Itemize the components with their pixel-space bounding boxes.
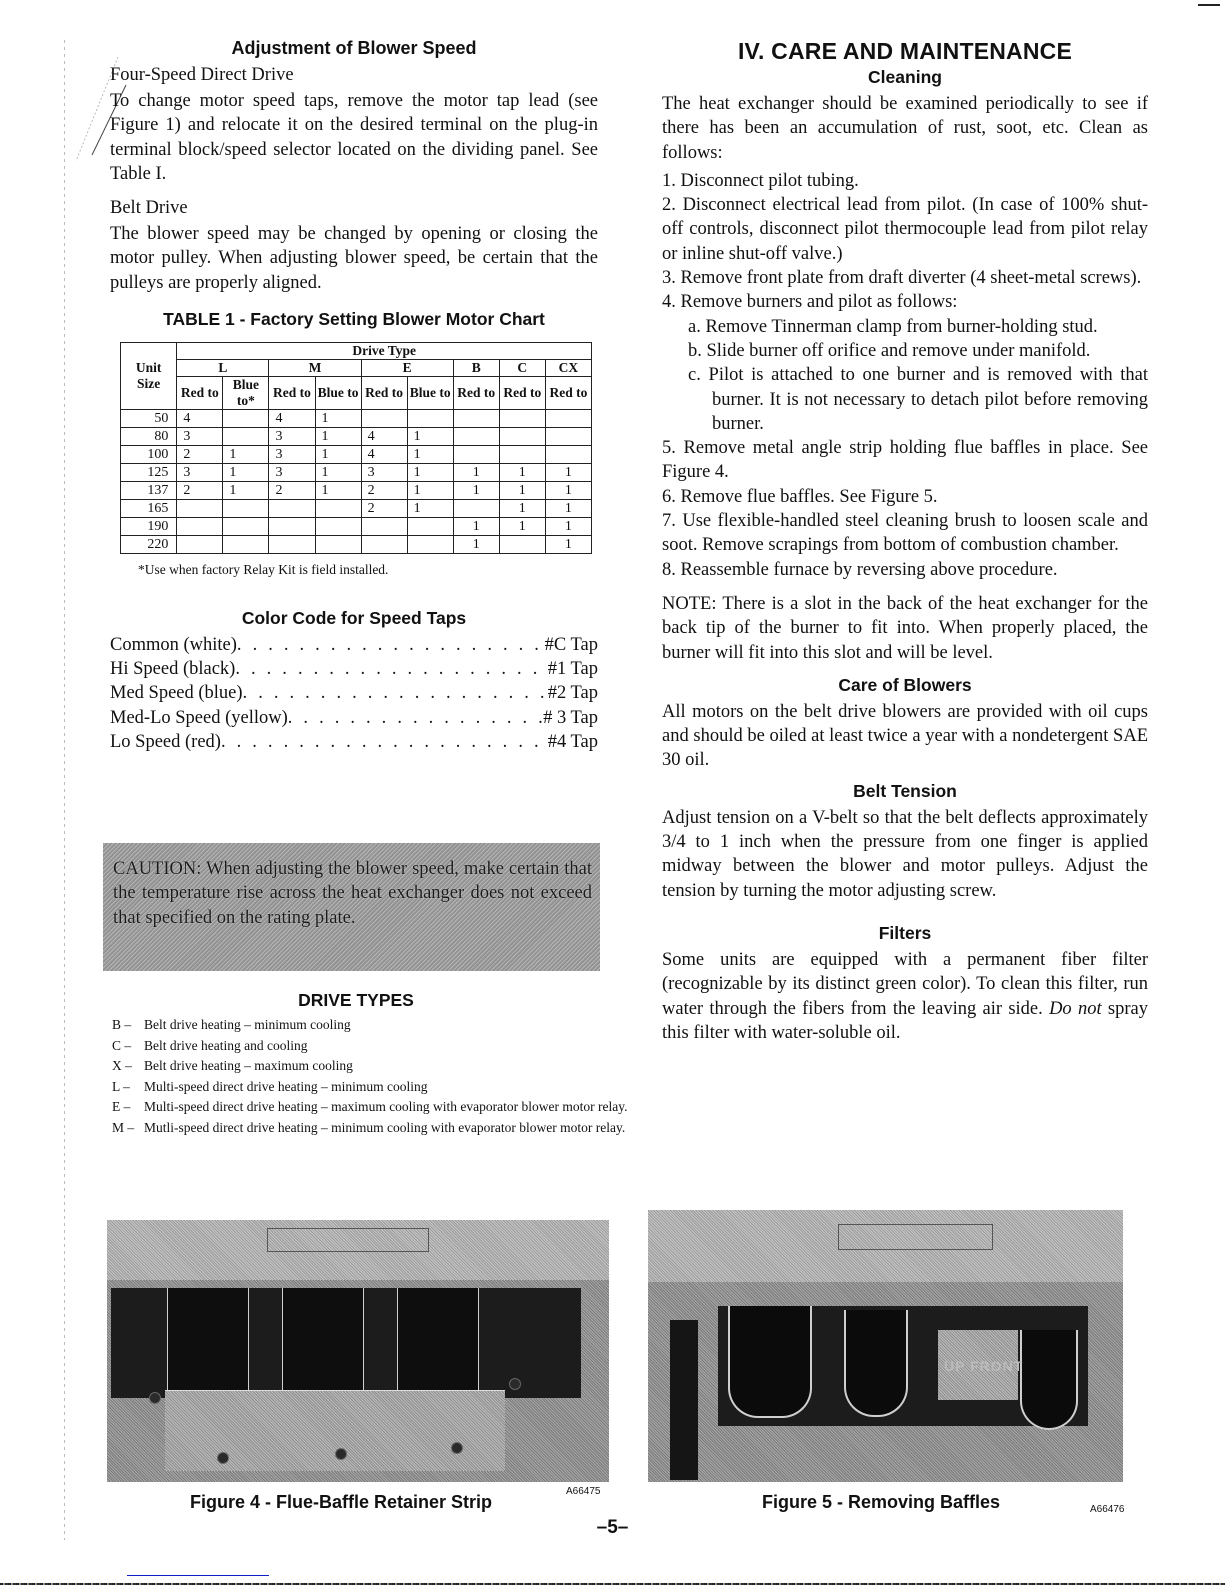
color-code-section (110, 608, 598, 754)
dot-leader (288, 706, 543, 730)
dot-leader (237, 633, 545, 657)
color-code-tap: #C Tap (544, 635, 598, 656)
table-cell: 2 (177, 446, 223, 464)
table-cell (361, 518, 407, 536)
table-subheader-cx-0: Red to (545, 377, 591, 410)
subheading-care-of-blowers: Care of Blowers (838, 674, 972, 695)
table-subheader-m-1: Blue to (315, 377, 361, 410)
table-cell (361, 536, 407, 554)
drive-type-item (112, 1097, 632, 1118)
table-cell: 1 (499, 518, 545, 536)
drive-type-item (112, 1015, 632, 1036)
table-cell (177, 500, 223, 518)
cleaning-step (662, 436, 1148, 485)
subheading-belt-drive: Belt Drive (110, 198, 188, 219)
table-cell: 1 (407, 428, 453, 446)
figure-5-photo (648, 1210, 1123, 1482)
table-cell: 3 (269, 446, 315, 464)
subheading-filters: Filters (878, 922, 932, 943)
table-cell (177, 536, 223, 554)
table-header-group-b: B (453, 360, 499, 377)
substep-text: Remove Tinnerman clamp from burner-holding stud. (705, 316, 1098, 337)
table-cell: 1 (453, 518, 499, 536)
table-cell: 3 (269, 464, 315, 482)
drive-type-key: E – (112, 1099, 131, 1114)
drive-type-key: B – (112, 1017, 132, 1032)
color-code-row (110, 633, 598, 657)
table-subheader-c-0: Red to (499, 377, 545, 410)
table-cell: 4 (269, 410, 315, 428)
paragraph-four-speed: To change motor speed taps, remove the motor tap lead (see Figure 1) and relocate it on the desired terminal on the plug-in terminal block/speed selector located on the dividing panel. See Table I. (110, 91, 598, 184)
table-cell: 1 (453, 482, 499, 500)
table-cell: 1 (315, 446, 361, 464)
step-number: 7. (662, 511, 676, 532)
table-cell (177, 518, 223, 536)
table-cell: 3 (177, 428, 223, 446)
table-header-group-c: C (499, 360, 545, 377)
color-code-row (110, 730, 598, 754)
table-subheader-e-0: Red to (361, 377, 407, 410)
left-column (110, 38, 598, 754)
drive-type-item (112, 1056, 632, 1077)
cleaning-steps-list (662, 169, 1148, 582)
cleaning-step (662, 169, 1148, 193)
table-cell: 1 (499, 500, 545, 518)
step-number: 1. (662, 170, 676, 191)
cleaning-step (662, 193, 1148, 266)
table-header-unit-size: Unit Size (121, 343, 177, 410)
table-cell (315, 518, 361, 536)
drive-type-text: Belt drive heating – minimum cooling (144, 1017, 351, 1032)
scan-mark-top-right (1198, 4, 1220, 6)
table-cell (407, 410, 453, 428)
table-cell: 3 (177, 464, 223, 482)
drive-type-text: Belt drive heating – maximum cooling (144, 1058, 353, 1073)
table-cell (223, 536, 269, 554)
table-cell (223, 428, 269, 446)
table-cell (453, 410, 499, 428)
cleaning-step (662, 485, 1148, 509)
caution-box: CAUTION: When adjusting the blower speed, make certain that the temperature rise across the heat exchanger does not exceed that specified on the rating plate. (103, 843, 600, 971)
unit-size-cell: 80 (121, 428, 177, 446)
figure-4-photo (107, 1220, 609, 1482)
step-text: Reassemble furnace by reversing above procedure. (680, 559, 1058, 580)
table-cell: 1 (545, 482, 591, 500)
table-cell (223, 518, 269, 536)
table-cell (407, 518, 453, 536)
table-cell (269, 536, 315, 554)
step-text: Use flexible-handled steel cleaning brush to loosen scale and soot. Remove scrapings from bottom of combustion chamber. (662, 511, 1148, 556)
table-cell: 1 (315, 464, 361, 482)
table-cell: 1 (315, 428, 361, 446)
table-cell: 1 (499, 482, 545, 500)
paragraph-filters: Some units are equipped with a permanent fiber filter (recognizable by its distinct green color). To clean this filter, run water through the fibers from the leaving air side. Do not spray this filter with water-soluble oil. (662, 949, 1149, 1043)
drive-type-text: Mutli-speed direct drive heating – minimum cooling with evaporator blower motor relay. (144, 1119, 626, 1135)
drive-types-title: DRIVE TYPES (298, 990, 414, 1010)
table-cell (223, 500, 269, 518)
paragraph-belt-tension: Adjust tension on a V-belt so that the belt deflects approximately 3/4 to 1 inch when the pressure from one finger is applied midway between the blower and motor pulleys. Adjust the tension by turning the motor adjusting screw. (662, 807, 1148, 901)
table-cell (545, 410, 591, 428)
drive-type-text: Multi-speed direct drive heating – maximum cooling with evaporator blower motor relay. (144, 1099, 628, 1114)
dot-leader (243, 681, 548, 705)
step-text: Remove burners and pilot as follows: (680, 292, 958, 313)
right-column (662, 38, 1148, 1045)
section-heading-blower-speed: Adjustment of Blower Speed (231, 38, 477, 58)
step-number: 8. (662, 559, 676, 580)
color-code-title: Color Code for Speed Taps (241, 608, 467, 629)
blower-motor-table (120, 342, 592, 554)
drive-type-key: L – (112, 1078, 130, 1094)
burner-removal-substeps (688, 315, 1148, 436)
dot-leader (221, 730, 548, 754)
table-cell (315, 536, 361, 554)
drive-type-key: M – (112, 1119, 135, 1135)
table-footnote: *Use when factory Relay Kit is field installed. (138, 562, 389, 578)
drive-type-text: Multi-speed direct drive heating – minimum cooling (144, 1078, 428, 1094)
scan-blue-line (127, 1575, 269, 1576)
table-cell (453, 500, 499, 518)
figure-5-code: A66476 (1090, 1504, 1125, 1515)
table-cell: 2 (177, 482, 223, 500)
table-cell: 4 (361, 446, 407, 464)
cleaning-substep (688, 363, 1148, 436)
table-subheader-e-1: Blue to (407, 377, 453, 410)
table-cell (269, 500, 315, 518)
table-row (121, 500, 592, 518)
table-cell (499, 446, 545, 464)
table-cell (545, 428, 591, 446)
table-cell (453, 428, 499, 446)
substep-letter: a. (688, 316, 701, 337)
drive-type-item (112, 1118, 632, 1139)
dot-leader (235, 657, 547, 681)
table-cell (545, 446, 591, 464)
table-cell: 1 (499, 464, 545, 482)
table-cell: 3 (269, 428, 315, 446)
table-cell (499, 428, 545, 446)
step-text: Remove flue baffles. See Figure 5. (680, 486, 938, 507)
color-code-tap: #1 Tap (547, 659, 598, 680)
color-code-row (110, 657, 598, 681)
drive-type-key: X – (112, 1058, 132, 1073)
substep-text: Slide burner off orifice and remove under manifold. (706, 340, 1091, 361)
color-code-tap: #4 Tap (547, 731, 598, 752)
substep-letter: c. (688, 365, 701, 386)
step-number: 4. (662, 292, 676, 313)
step-text: Disconnect electrical lead from pilot. (In case of 100% shut-off controls, disconnect pilot thermocouple lead from pilot relay or inline shut-off valve.) (662, 195, 1149, 264)
table-cell (499, 410, 545, 428)
cleaning-step (662, 290, 1148, 314)
drive-type-item (112, 1077, 632, 1098)
unit-size-cell: 190 (121, 518, 177, 536)
table-cell: 1 (315, 410, 361, 428)
table-cell (407, 536, 453, 554)
cleaning-step (662, 558, 1148, 582)
step-number: 5. (662, 438, 676, 459)
table-subheader-l-0: Red to (177, 377, 223, 410)
table-cell (499, 536, 545, 554)
color-code-label: Hi Speed (black) (110, 659, 236, 680)
table-cell: 1 (407, 500, 453, 518)
table-cell: 2 (269, 482, 315, 500)
page-number: –5– (596, 1517, 629, 1538)
table-subheader-m-0: Red to (269, 377, 315, 410)
table-cell (361, 410, 407, 428)
substep-letter: b. (688, 340, 702, 361)
drive-type-text: Belt drive heating and cooling (144, 1037, 308, 1053)
table-cell: 3 (361, 464, 407, 482)
table-cell (315, 500, 361, 518)
table-cell: 1 (545, 518, 591, 536)
color-code-label: Med-Lo Speed (yellow) (110, 707, 288, 728)
table-cell: 1 (545, 536, 591, 554)
table-cell (269, 518, 315, 536)
table-cell: 1 (223, 464, 269, 482)
table-cell: 4 (177, 410, 223, 428)
step-text: Remove metal angle strip holding flue baffles in place. See Figure 4. (662, 438, 1148, 483)
table-cell (453, 446, 499, 464)
table-cell: 1 (315, 482, 361, 500)
substep-text: Pilot is attached to one burner and is removed with that burner. It is not necessary to detach pilot before removing burner. (708, 365, 1149, 434)
table-cell (223, 410, 269, 428)
color-code-label: Med Speed (blue) (110, 683, 243, 704)
scan-margin-line (64, 40, 65, 1540)
table-row (121, 482, 592, 500)
figure-4-caption: Figure 4 - Flue-Baffle Retainer Strip (190, 1492, 493, 1512)
table-row (121, 464, 592, 482)
color-code-label: Lo Speed (red) (110, 731, 221, 752)
cleaning-step (662, 266, 1148, 290)
table-header-group-l: L (177, 360, 269, 377)
table-cell: 2 (361, 482, 407, 500)
color-code-row (110, 706, 598, 730)
subheading-cleaning: Cleaning (868, 67, 942, 87)
figure-5-stamp: UP FRONT (944, 1358, 1024, 1374)
table-cell: 1 (453, 536, 499, 554)
unit-size-cell: 220 (121, 536, 177, 554)
substeps-container (662, 315, 1148, 436)
unit-size-cell: 165 (121, 500, 177, 518)
drive-type-key: C – (112, 1037, 132, 1053)
table-header-group-cx: CX (545, 360, 591, 377)
unit-size-cell: 50 (121, 410, 177, 428)
paragraph-note: NOTE: There is a slot in the back of the heat exchanger for the back tip of the burner to fit into. When properly placed, the burner will fit into this slot and will be level. (662, 593, 1148, 663)
table-cell: 1 (545, 500, 591, 518)
step-number: 2. (662, 195, 676, 216)
unit-size-cell: 125 (121, 464, 177, 482)
table-cell: 1 (453, 464, 499, 482)
step-text: Disconnect pilot tubing. (680, 170, 859, 191)
table-cell: 1 (223, 482, 269, 500)
table-title: TABLE 1 - Factory Setting Blower Motor Chart (163, 309, 545, 330)
table-row (121, 410, 592, 428)
color-code-row (110, 681, 598, 705)
subheading-belt-tension: Belt Tension (853, 780, 957, 801)
table-cell: 2 (361, 500, 407, 518)
figure-4-code: A66475 (566, 1486, 601, 1497)
table-row (121, 446, 592, 464)
table-header-group-m: M (269, 360, 361, 377)
figure-5-caption: Figure 5 - Removing Baffles (762, 1492, 1001, 1512)
table-cell: 4 (361, 428, 407, 446)
drive-type-item (112, 1036, 632, 1057)
section-heading-care-maintenance: IV. CARE AND MAINTENANCE (737, 38, 1073, 64)
color-code-tap: #2 Tap (547, 683, 598, 704)
paragraph-belt-drive: The blower speed may be changed by opening or closing the motor pulley. When adjusting blower speed, be certain that the pulleys are properly aligned. (110, 224, 598, 293)
color-code-tap: # 3 Tap (543, 707, 598, 728)
table-row (121, 518, 592, 536)
table-cell: 1 (407, 482, 453, 500)
cleaning-substep (688, 315, 1148, 339)
table-cell: 1 (407, 464, 453, 482)
cleaning-step (662, 509, 1148, 558)
table-header-group-e: E (361, 360, 453, 377)
subheading-four-speed: Four-Speed Direct Drive (110, 65, 294, 85)
paragraph-care-of-blowers: All motors on the belt drive blowers are provided with oil cups and should be oiled at least twice a year with a nondetergent SAE 30 oil. (662, 701, 1148, 771)
step-number: 3. (662, 268, 676, 289)
table-cell: 1 (545, 464, 591, 482)
table-row (121, 536, 592, 554)
unit-size-cell: 137 (121, 482, 177, 500)
drive-types-section (112, 990, 632, 1138)
table-header-drive-type: Drive Type (177, 343, 592, 360)
paragraph-cleaning-intro: The heat exchanger should be examined periodically to see if there has been an accumulation of rust, soot, etc. Clean as follows: (662, 94, 1148, 163)
table-subheader-l-1: Blue to* (223, 377, 269, 410)
cleaning-substep (688, 339, 1148, 363)
table-cell: 1 (407, 446, 453, 464)
color-code-label: Common (white) (110, 635, 237, 656)
step-number: 6. (662, 486, 676, 507)
table-cell: 1 (223, 446, 269, 464)
table-row (121, 428, 592, 446)
unit-size-cell: 100 (121, 446, 177, 464)
table-subheader-b-0: Red to (453, 377, 499, 410)
step-text: Remove front plate from draft diverter (4 sheet-metal screws). (680, 268, 1142, 289)
